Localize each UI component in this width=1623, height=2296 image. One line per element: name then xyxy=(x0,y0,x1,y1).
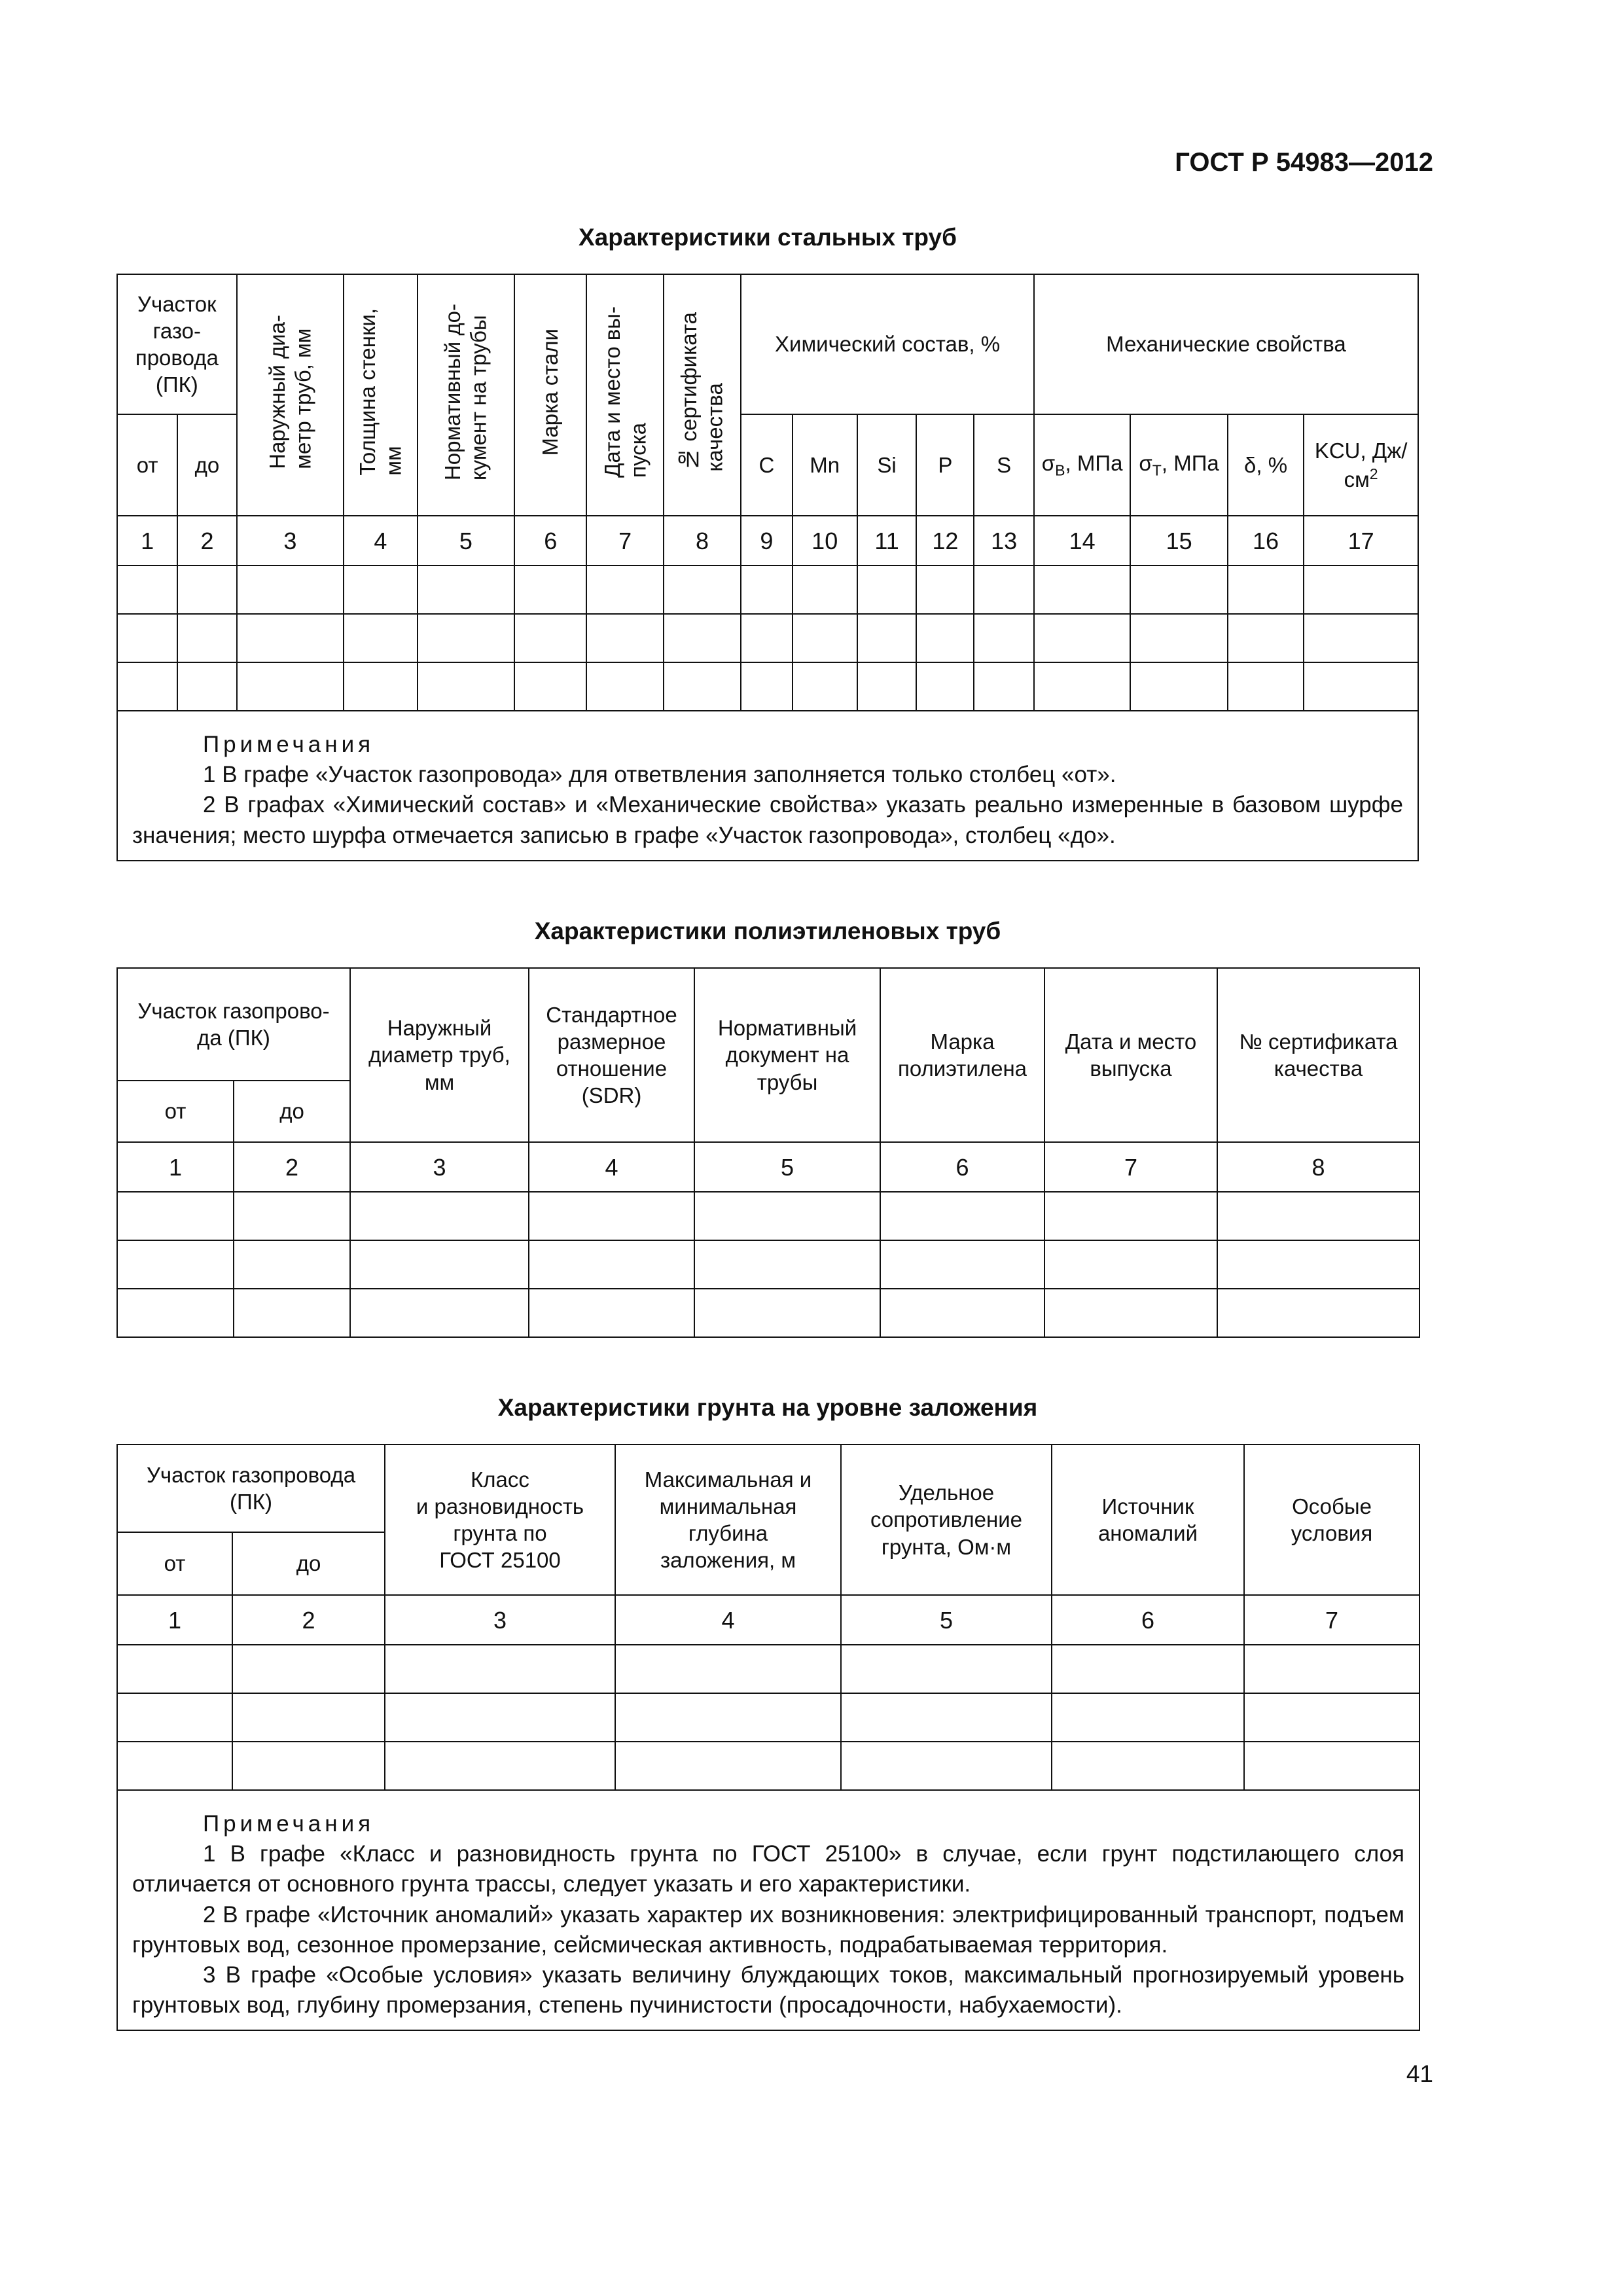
table-row xyxy=(117,1693,1419,1742)
empty-cell[interactable] xyxy=(1044,1192,1217,1240)
col-normative-document: Нормативный документ на трубы xyxy=(694,968,880,1142)
soil-table xyxy=(116,1444,1420,2031)
steel-header-row xyxy=(117,274,1418,414)
empty-cell[interactable] xyxy=(117,1240,234,1289)
column-number: 6 xyxy=(880,1142,1044,1192)
empty-cell[interactable] xyxy=(350,1192,529,1240)
column-number: 3 xyxy=(350,1142,529,1192)
empty-cell[interactable] xyxy=(514,662,586,711)
empty-cell[interactable] xyxy=(974,614,1033,662)
column-number: 7 xyxy=(586,516,663,565)
col-outer-diameter: Наружный диа- метр труб, мм xyxy=(237,274,344,516)
col-section-header: Участок газопровода (ПК) xyxy=(117,1444,385,1532)
soil-table-title: Характеристики грунта на уровне заложения xyxy=(497,1394,1038,1421)
column-number: 4 xyxy=(344,516,417,565)
col-resistivity: Удельное сопротивление грунта, Ом·м xyxy=(841,1444,1052,1595)
pe-pipes-table xyxy=(116,967,1420,1338)
table-row xyxy=(117,1240,1419,1289)
column-number: 13 xyxy=(974,516,1033,565)
empty-cell[interactable] xyxy=(1130,614,1228,662)
empty-cell[interactable] xyxy=(1217,1192,1419,1240)
col-steel-grade: Марка стали xyxy=(514,274,586,516)
empty-cell[interactable] xyxy=(586,614,663,662)
col-special-conditions: Особые условия xyxy=(1244,1444,1419,1595)
column-number: 9 xyxy=(741,516,792,565)
column-number: 5 xyxy=(841,1595,1052,1645)
empty-cell[interactable] xyxy=(117,1742,232,1790)
empty-cell[interactable] xyxy=(586,565,663,614)
empty-cell[interactable] xyxy=(117,1693,232,1742)
column-number: 11 xyxy=(857,516,916,565)
col-impact-strength: KCU, $Дж/см^2$ xyxy=(1304,414,1418,516)
empty-cell[interactable] xyxy=(237,614,344,662)
empty-cell[interactable] xyxy=(117,1645,232,1693)
soil-notes xyxy=(117,1790,1419,2030)
empty-cell[interactable] xyxy=(385,1645,615,1693)
empty-cell[interactable] xyxy=(237,565,344,614)
steel-notes xyxy=(117,711,1418,861)
empty-cell[interactable] xyxy=(615,1645,841,1693)
table-row xyxy=(117,1742,1419,1790)
empty-cell[interactable] xyxy=(418,565,515,614)
column-number: 5 xyxy=(694,1142,880,1192)
empty-cell[interactable] xyxy=(529,1192,694,1240)
col-manganese: Mn xyxy=(793,414,857,516)
empty-cell[interactable] xyxy=(529,1289,694,1337)
col-certificate-number: № сертификата качества xyxy=(664,274,741,516)
empty-cell[interactable] xyxy=(880,1240,1044,1289)
empty-cell[interactable] xyxy=(1304,565,1418,614)
column-number: 10 xyxy=(793,516,857,565)
soil-notes-row xyxy=(117,1790,1419,2030)
col-elongation: δ, % xyxy=(1228,414,1304,516)
note-1: 1 В графе «Участок газопровода» для ответвления заполняется только столбец «от». xyxy=(203,762,1116,788)
empty-cell[interactable] xyxy=(232,1693,385,1742)
empty-cell[interactable] xyxy=(857,565,916,614)
empty-cell[interactable] xyxy=(974,662,1033,711)
empty-cell[interactable] xyxy=(615,1742,841,1790)
pe-column-numbers xyxy=(117,1142,1419,1192)
col-to: до xyxy=(234,1081,350,1142)
empty-cell[interactable] xyxy=(916,662,974,711)
steel-pipes-table xyxy=(116,274,1419,861)
empty-cell[interactable] xyxy=(741,565,792,614)
empty-cell[interactable] xyxy=(1034,614,1131,662)
table-row xyxy=(117,1192,1419,1240)
col-section-header: Участок газо- провода (ПК) xyxy=(117,274,237,414)
notes-heading: Примечания xyxy=(203,1811,375,1837)
column-number: 12 xyxy=(916,516,974,565)
col-section-header: Участок газопрово- да (ПК) xyxy=(117,968,350,1081)
empty-cell[interactable] xyxy=(974,565,1033,614)
note-2: 2 В графе «Источник аномалий» указать характер их возникновения: электрифицированный транспорт, подъем грунтовых вод, сезонное промерзание, сейсмическая активность, подрабатываемая территория. xyxy=(132,1901,1404,1958)
table-row xyxy=(117,565,1418,614)
pe-empty-rows xyxy=(117,1192,1419,1337)
empty-cell[interactable] xyxy=(385,1693,615,1742)
soil-column-numbers xyxy=(117,1595,1419,1645)
col-certificate-number: № сертификата качества xyxy=(1217,968,1419,1142)
column-number: 2 xyxy=(177,516,236,565)
empty-cell[interactable] xyxy=(694,1289,880,1337)
empty-cell[interactable] xyxy=(418,662,515,711)
col-anomaly-source: Источник аномалий xyxy=(1052,1444,1244,1595)
empty-cell[interactable] xyxy=(880,1289,1044,1337)
col-outer-diameter: Наружный диаметр труб, мм xyxy=(350,968,529,1142)
steel-empty-rows xyxy=(117,565,1418,711)
col-mechanical-properties: Механические свойства xyxy=(1034,274,1418,414)
note-1: 1 В графе «Класс и разновидность грунта по ГОСТ 25100» в случае, если грунт подстилающего слоя отличается от основного грунта трассы, следует указать и его характеристики. xyxy=(132,1841,1404,1897)
column-number: 15 xyxy=(1130,516,1228,565)
empty-cell[interactable] xyxy=(880,1192,1044,1240)
empty-cell[interactable] xyxy=(529,1240,694,1289)
empty-cell[interactable] xyxy=(586,662,663,711)
empty-cell[interactable] xyxy=(234,1192,350,1240)
empty-cell[interactable] xyxy=(418,614,515,662)
empty-cell[interactable] xyxy=(1228,614,1304,662)
empty-cell[interactable] xyxy=(1052,1742,1244,1790)
col-sdr: Стандартное размерное отношение (SDR) xyxy=(529,968,694,1142)
column-number: 1 xyxy=(117,1142,234,1192)
empty-cell[interactable] xyxy=(1244,1693,1419,1742)
column-number: 5 xyxy=(418,516,515,565)
empty-cell[interactable] xyxy=(350,1289,529,1337)
empty-cell[interactable] xyxy=(1217,1240,1419,1289)
table-row xyxy=(117,614,1418,662)
empty-cell[interactable] xyxy=(177,565,236,614)
empty-cell[interactable] xyxy=(350,1240,529,1289)
empty-cell[interactable] xyxy=(1228,565,1304,614)
column-number: 3 xyxy=(237,516,344,565)
empty-cell[interactable] xyxy=(741,662,792,711)
column-number: 2 xyxy=(232,1595,385,1645)
column-number: 4 xyxy=(529,1142,694,1192)
empty-cell[interactable] xyxy=(841,1645,1052,1693)
column-number: 16 xyxy=(1228,516,1304,565)
table-row xyxy=(117,662,1418,711)
empty-cell[interactable] xyxy=(177,662,236,711)
col-issue-date-place: Дата и место вы- пуска xyxy=(586,274,663,516)
empty-cell[interactable] xyxy=(694,1240,880,1289)
column-number: 17 xyxy=(1304,516,1418,565)
col-silicon: Si xyxy=(857,414,916,516)
column-number: 7 xyxy=(1044,1142,1217,1192)
column-number: 2 xyxy=(234,1142,350,1192)
empty-cell[interactable] xyxy=(234,1289,350,1337)
empty-cell[interactable] xyxy=(232,1645,385,1693)
col-from: от xyxy=(117,414,177,516)
note-3: 3 В графе «Особые условия» указать величину блуждающих токов, максимальный прогнозируемый уровень грунтовых вод, глубину промерзания, степень пучинистости (просадочности, набухаемости). xyxy=(132,1962,1404,2018)
empty-cell[interactable] xyxy=(1130,662,1228,711)
col-from: от xyxy=(117,1081,234,1142)
column-number: 8 xyxy=(664,516,741,565)
empty-cell[interactable] xyxy=(117,565,177,614)
steel-column-numbers xyxy=(117,516,1418,565)
empty-cell[interactable] xyxy=(1244,1742,1419,1790)
empty-cell[interactable] xyxy=(344,565,417,614)
col-tensile-strength: $\sigma_В$, МПа xyxy=(1034,414,1131,516)
col-to: до xyxy=(232,1532,385,1595)
empty-cell[interactable] xyxy=(1052,1693,1244,1742)
col-sulfur: S xyxy=(974,414,1033,516)
empty-cell[interactable] xyxy=(664,614,741,662)
empty-cell[interactable] xyxy=(1304,614,1418,662)
column-number: 7 xyxy=(1244,1595,1419,1645)
column-number: 6 xyxy=(1052,1595,1244,1645)
soil-empty-rows xyxy=(117,1645,1419,1790)
empty-cell[interactable] xyxy=(1228,662,1304,711)
notes-heading: Примечания xyxy=(203,732,375,757)
empty-cell[interactable] xyxy=(232,1742,385,1790)
col-issue-date-place: Дата и место выпуска xyxy=(1044,968,1217,1142)
col-yield-strength: $\sigma_Т$, МПа xyxy=(1130,414,1228,516)
empty-cell[interactable] xyxy=(741,614,792,662)
col-normative-document: Нормативный до- кумент на трубы xyxy=(418,274,515,516)
empty-cell[interactable] xyxy=(1044,1289,1217,1337)
empty-cell[interactable] xyxy=(857,614,916,662)
table-row xyxy=(117,1289,1419,1337)
empty-cell[interactable] xyxy=(916,614,974,662)
column-number: 1 xyxy=(117,1595,232,1645)
col-soil-class: Класс и разновидность грунта по ГОСТ 25100 xyxy=(385,1444,615,1595)
standard-designation: ГОСТ Р 54983—2012 xyxy=(1175,148,1433,177)
empty-cell[interactable] xyxy=(1244,1645,1419,1693)
column-number: 6 xyxy=(514,516,586,565)
empty-cell[interactable] xyxy=(237,662,344,711)
soil-header-row xyxy=(117,1444,1419,1532)
col-chemical-composition: Химический состав, % xyxy=(741,274,1034,414)
empty-cell[interactable] xyxy=(1304,662,1418,711)
table-row xyxy=(117,1645,1419,1693)
empty-cell[interactable] xyxy=(514,565,586,614)
steel-table-title: Характеристики стальных труб xyxy=(579,224,957,251)
empty-cell[interactable] xyxy=(1052,1645,1244,1693)
empty-cell[interactable] xyxy=(615,1693,841,1742)
empty-cell[interactable] xyxy=(841,1693,1052,1742)
empty-cell[interactable] xyxy=(1034,662,1131,711)
empty-cell[interactable] xyxy=(1217,1289,1419,1337)
steel-notes-row xyxy=(117,711,1418,861)
col-phosphorus: P xyxy=(916,414,974,516)
empty-cell[interactable] xyxy=(694,1192,880,1240)
empty-cell[interactable] xyxy=(793,662,857,711)
empty-cell[interactable] xyxy=(793,565,857,614)
empty-cell[interactable] xyxy=(514,614,586,662)
column-number: 3 xyxy=(385,1595,615,1645)
empty-cell[interactable] xyxy=(117,1192,234,1240)
empty-cell[interactable] xyxy=(344,614,417,662)
note-2: 2 В графах «Химический состав» и «Механические свойства» указать реально измеренные в базовом шурфе значения; место шурфа отмечается записью в графе «Участок газопровода», столбец «до». xyxy=(132,792,1403,848)
empty-cell[interactable] xyxy=(664,565,741,614)
empty-cell[interactable] xyxy=(664,662,741,711)
empty-cell[interactable] xyxy=(1034,565,1131,614)
column-number: 8 xyxy=(1217,1142,1419,1192)
col-to: до xyxy=(177,414,236,516)
pe-table-title: Характеристики полиэтиленовых труб xyxy=(534,918,1001,944)
empty-cell[interactable] xyxy=(841,1742,1052,1790)
empty-cell[interactable] xyxy=(1130,565,1228,614)
col-carbon: C xyxy=(741,414,792,516)
empty-cell[interactable] xyxy=(234,1240,350,1289)
page-number: 41 xyxy=(1406,2060,1433,2087)
empty-cell[interactable] xyxy=(117,614,177,662)
column-number: 4 xyxy=(615,1595,841,1645)
empty-cell[interactable] xyxy=(117,662,177,711)
empty-cell[interactable] xyxy=(177,614,236,662)
col-depth: Максимальная и минимальная глубина заложения, м xyxy=(615,1444,841,1595)
col-from: от xyxy=(117,1532,232,1595)
pe-header-row xyxy=(117,968,1419,1081)
empty-cell[interactable] xyxy=(385,1742,615,1790)
empty-cell[interactable] xyxy=(857,662,916,711)
empty-cell[interactable] xyxy=(1044,1240,1217,1289)
column-number: 14 xyxy=(1034,516,1131,565)
empty-cell[interactable] xyxy=(117,1289,234,1337)
col-polyethylene-grade: Марка полиэтилена xyxy=(880,968,1044,1142)
column-number: 1 xyxy=(117,516,177,565)
empty-cell[interactable] xyxy=(916,565,974,614)
col-wall-thickness: Толщина стенки, мм xyxy=(344,274,417,516)
empty-cell[interactable] xyxy=(344,662,417,711)
empty-cell[interactable] xyxy=(793,614,857,662)
